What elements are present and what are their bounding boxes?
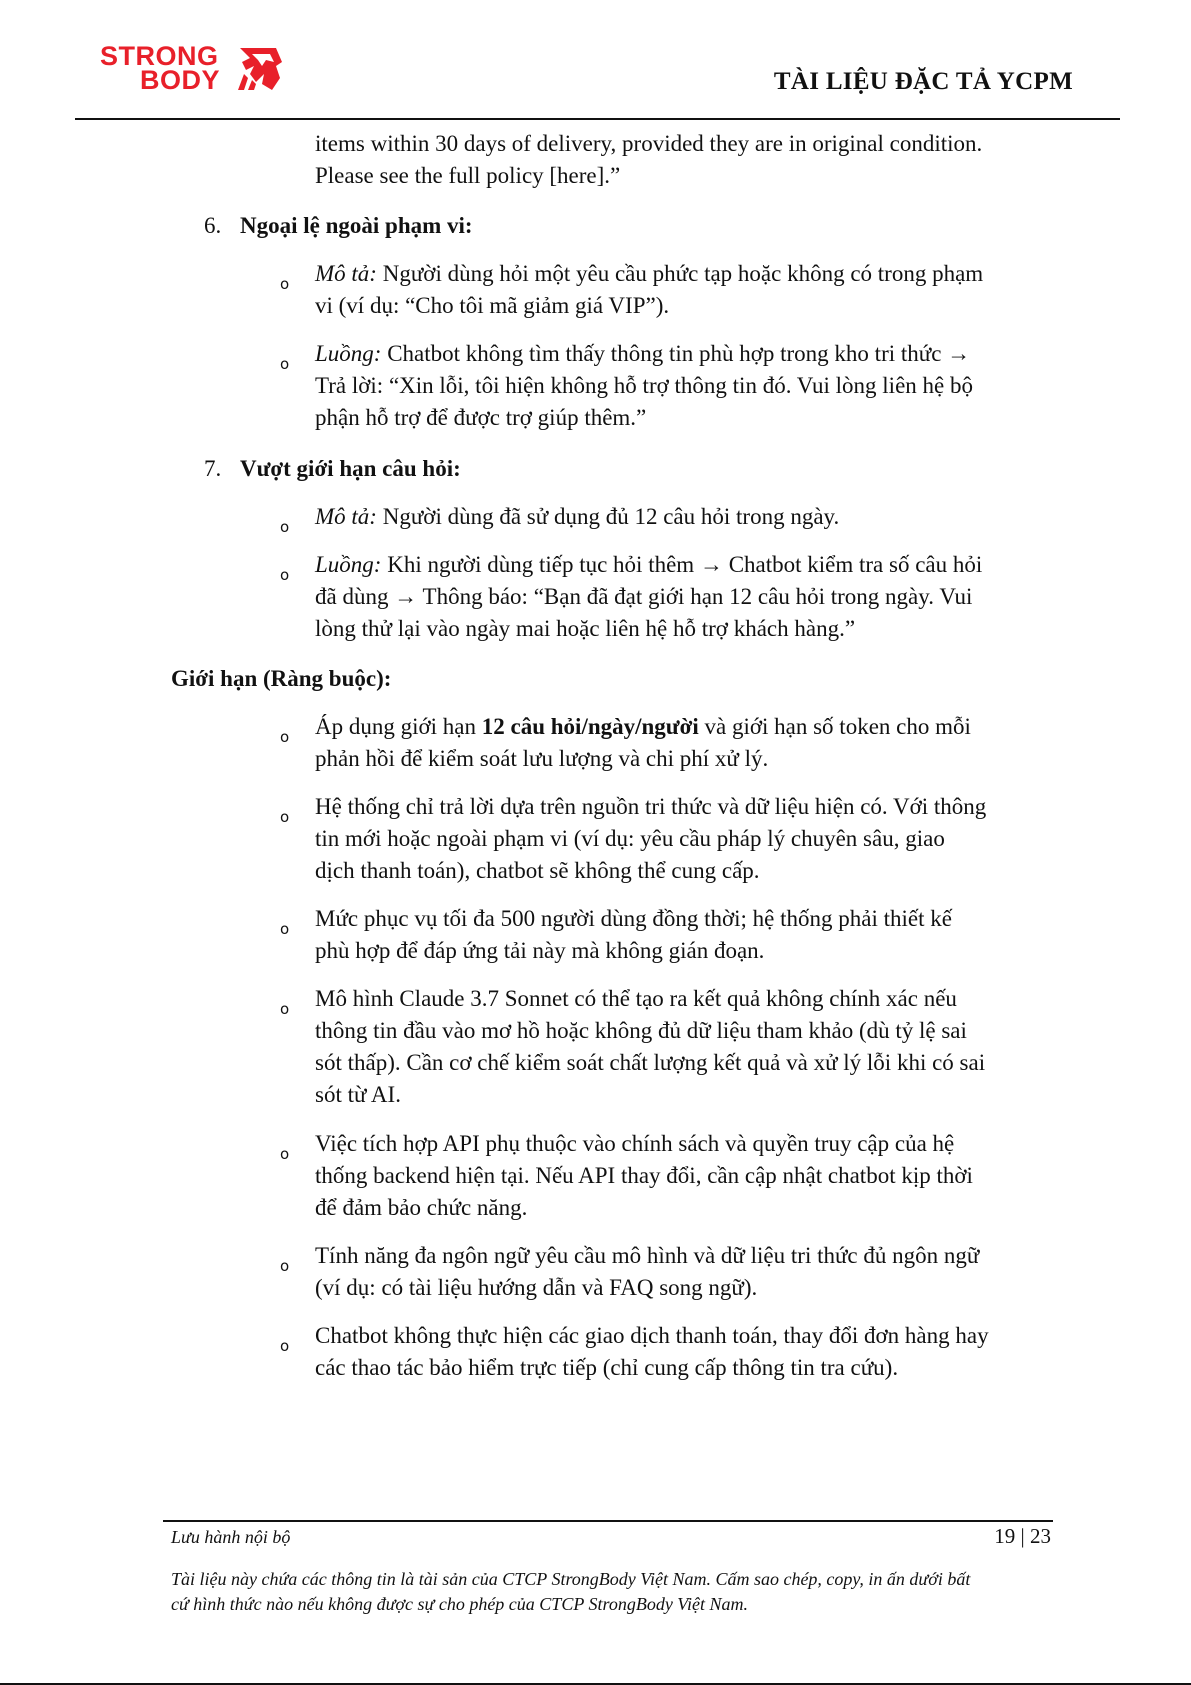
text-line: items within 30 days of delivery, provided they are in original condition. (315, 131, 983, 156)
text-line: đã dùng → Thông báo: “Bạn đã đạt giới hạn 12 câu hỏi trong ngày. Vui (315, 584, 973, 609)
document-title: TÀI LIỆU ĐẶC TẢ YCPM (773, 68, 1073, 95)
text-line: tin mới hoặc ngoài phạm vi (ví dụ: yêu cầu pháp lý chuyên sâu, giao (315, 826, 945, 851)
text-line: cứ hình thức nào nếu không được sự cho phép của CTCP StrongBody Việt Nam. (171, 1594, 748, 1614)
section-title-constraints: Giới hạn (Ràng buộc): (171, 666, 392, 691)
text-line: Chatbot không thực hiện các giao dịch thanh toán, thay đổi đơn hàng hay (315, 1323, 989, 1348)
label-luong: Luồng: (315, 552, 382, 577)
text-line: Please see the full policy [here].” (315, 163, 621, 188)
text-line: Mức phục vụ tối đa 500 người dùng đồng thời; hệ thống phải thiết kế (315, 906, 952, 931)
confidentiality-disclaimer (171, 1567, 1071, 1617)
text-line: Người dùng hỏi một yêu cầu phức tạp hoặc không có trong phạm (376, 261, 984, 286)
text-line: và giới hạn số token cho mỗi (698, 714, 971, 739)
bullet-icon: o (280, 355, 290, 373)
bullet-icon: o (280, 1145, 290, 1163)
constraint-item-7 (315, 1320, 1085, 1384)
item-number: 7. (204, 456, 222, 481)
text-line: (ví dụ: có tài liệu hướng dẫn và FAQ song ngữ). (315, 1275, 758, 1300)
lion-head-icon (232, 44, 284, 92)
text-line: để đảm bảo chức năng. (315, 1195, 528, 1220)
label-luong: Luồng: (315, 341, 382, 366)
constraint-item-4 (315, 983, 1085, 1111)
item-number: 6. (204, 213, 222, 238)
text-line: sót từ AI. (315, 1082, 401, 1107)
text-line: Áp dụng giới hạn (315, 714, 482, 739)
label-mo-ta: Mô tả: (315, 261, 377, 286)
text-line: dịch thanh toán), chatbot sẽ không thể cung cấp. (315, 858, 760, 883)
text-line: các thao tác bảo hiểm trực tiếp (chỉ cung cấp thông tin tra cứu). (315, 1355, 899, 1380)
bullet-icon: o (280, 275, 290, 293)
text-line: Tài liệu này chứa các thông tin là tài sản của CTCP StrongBody Việt Nam. Cấm sao chép, copy, in ấn dưới bất (171, 1569, 971, 1589)
continued-paragraph (315, 128, 1085, 192)
text-line: Người dùng đã sử dụng đủ 12 câu hỏi trong ngày. (376, 504, 840, 529)
text-line: thông tin đầu vào mơ hồ hoặc không đủ dữ liệu tham khảo (dù tỷ lệ sai (315, 1018, 967, 1043)
label-mo-ta: Mô tả: (315, 504, 377, 529)
text-line: Chatbot không tìm thấy thông tin phù hợp trong kho tri thức → (381, 341, 971, 366)
list-item-flow (315, 549, 1085, 645)
text-line: Trả lời: “Xin lỗi, tôi hiện không hỗ trợ thông tin đó. Vui lòng liên hệ bộ (315, 373, 973, 398)
text-line: phận hỗ trợ để được trợ giúp thêm.” (315, 405, 647, 430)
constraint-item-6 (315, 1240, 1085, 1304)
bullet-icon: o (280, 728, 290, 746)
internal-circulation-note: Lưu hành nội bộ (171, 1527, 291, 1547)
bullet-icon: o (280, 808, 290, 826)
text-line: lòng thử lại vào ngày mai hoặc liên hệ hỗ trợ khách hàng.” (315, 616, 856, 641)
text-line: Hệ thống chỉ trả lời dựa trên nguồn tri thức và dữ liệu hiện có. Với thông (315, 794, 987, 819)
text-line: thống backend hiện tại. Nếu API thay đổi, cần cập nhật chatbot kịp thời (315, 1163, 973, 1188)
constraint-item-1 (315, 711, 1085, 775)
text-line: phản hồi để kiểm soát lưu lượng và chi phí xử lý. (315, 746, 769, 771)
header-divider (75, 118, 1120, 120)
constraint-item-5 (315, 1128, 1085, 1224)
constraint-item-3 (315, 903, 1085, 967)
constraint-item-2 (315, 791, 1085, 887)
text-line: Việc tích hợp API phụ thuộc vào chính sách và quyền truy cập của hệ (315, 1131, 955, 1156)
page-number: 19 | 23 (994, 1524, 1051, 1548)
text-line: Mô hình Claude 3.7 Sonnet có thể tạo ra kết quả không chính xác nếu (315, 986, 957, 1011)
text-line: vi (ví dụ: “Cho tôi mã giảm giá VIP”). (315, 293, 670, 318)
list-item-description (315, 258, 1085, 322)
bullet-icon: o (280, 1337, 290, 1355)
bullet-icon: o (280, 1000, 290, 1018)
company-logo (100, 42, 290, 98)
list-item-flow (315, 338, 1085, 434)
logo-text-body: BODY (140, 65, 221, 95)
text-line: phù hợp để đáp ứng tải này mà không gián đoạn. (315, 938, 765, 963)
bullet-icon: o (280, 566, 290, 584)
bold-limit: 12 câu hỏi/ngày/người (481, 714, 699, 739)
bullet-icon: o (280, 1257, 290, 1275)
text-line: Tính năng đa ngôn ngữ yêu cầu mô hình và dữ liệu tri thức đủ ngôn ngữ (315, 1243, 980, 1268)
bullet-icon: o (280, 518, 290, 536)
item-title: Ngoại lệ ngoài phạm vi: (240, 213, 473, 238)
item-title: Vượt giới hạn câu hỏi: (240, 456, 461, 481)
bullet-icon: o (280, 920, 290, 938)
footer-divider (163, 1520, 1053, 1522)
logo-text-strong: STRONG (100, 41, 219, 71)
text-line: Khi người dùng tiếp tục hỏi thêm → Chatbot kiểm tra số câu hỏi (381, 552, 983, 577)
text-line: sót thấp). Cần cơ chế kiểm soát chất lượng kết quả và xử lý lỗi khi có sai (315, 1050, 986, 1075)
list-item-description (315, 501, 1085, 533)
